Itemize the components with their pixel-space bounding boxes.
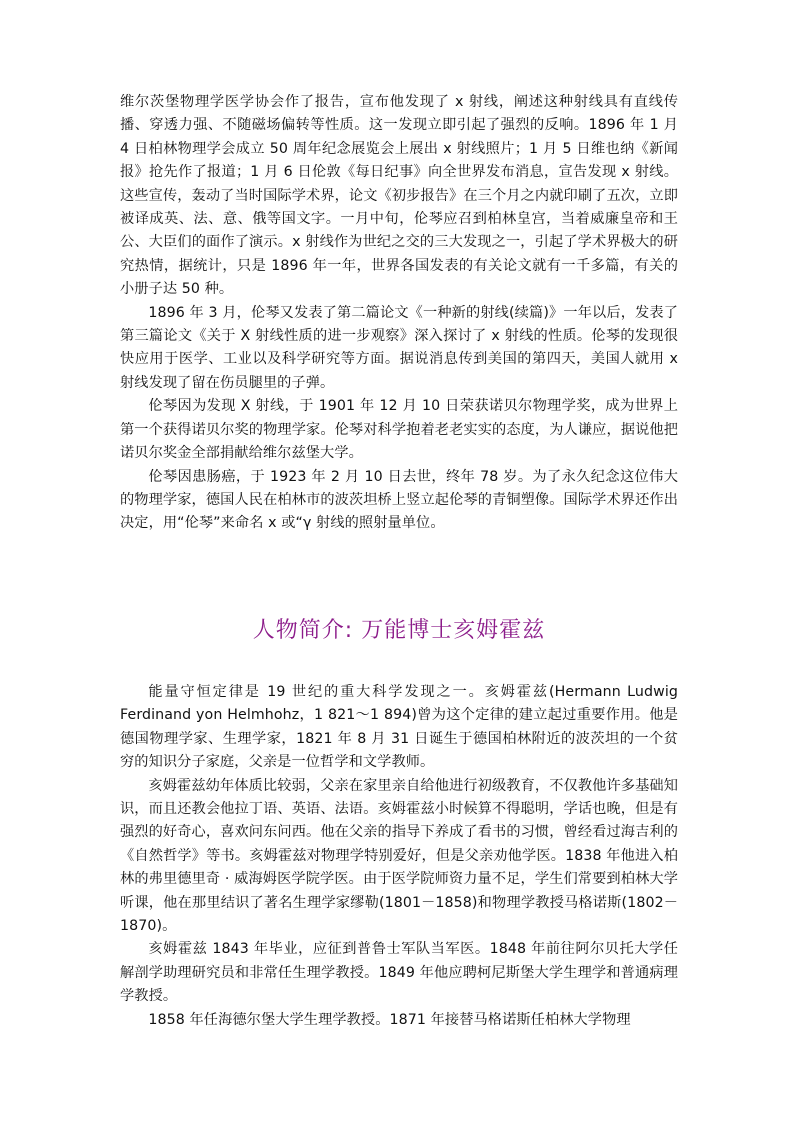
- section-heading-helmholtz: 人物简介: 万能博士亥姆霍兹: [252, 618, 546, 643]
- paragraph-death-and-legacy: 伦琴因患肠癌，于 1923 年 2 月 10 日去世，终年 78 岁。为了永久纪念这位伟大的物理学家，德国人民在柏林市的波茨坦桥上竖立起伦琴的青铜塑像。国际学术界还作出决定，用“伦琴”来命名 x 或“γ 射线的照射量单位。: [120, 468, 678, 532]
- paragraph-energy-conservation-intro: 能量守恒定律是 19 世纪的重大科学发现之一。亥姆霍兹(Hermann Ludwig Ferdinand yon Helmhohz，1 821～1 894)曾为这个定律的建立起过重要作用。他是德国物理学家、生理学家，1821 年 8 月 31 日诞生于德国柏林附近的波茨坦的一个贫穷的知识分子家庭，父亲是一位哲学和文学教师。: [120, 684, 678, 771]
- paragraph-childhood-education: 亥姆霍兹幼年体质比较弱，父亲在家里亲自给他进行初级教育，不仅教他许多基础知识，而且还教会他拉丁语、英语、法语。亥姆霍兹小时候算不得聪明，学话也晚，但是有强烈的好奇心，喜欢问东问西。他在父亲的指导下养成了看书的习惯，曾经看过海吉利的《自然哲学》等书。亥姆霍兹对物理学特别爱好，但是父亲劝他学医。1838 年他进入柏林的弗里德里奇 · 威海姆医学院学医。由于医学院师资力量不足，学生们常要到柏林大学听课，他在那里结识了著名生理学家缪勒(1801－1858)和物理学教授马格诺斯(1802－1870)。: [120, 777, 678, 935]
- paragraph-heidelberg-berlin: 1858 年任海德尔堡大学生理学教授。1871 年接替马格诺斯任柏林大学物理: [148, 1011, 631, 1028]
- paragraph-second-third-papers: 1896 年 3 月，伦琴又发表了第二篇论文《一种新的射线(续篇)》一年以后，发表了第三篇论文《关于 X 射线性质的进一步观察》深入探讨了 x 射线的性质。伦琴的发现很快应用于医学、工业以及科学研究等方面。据说消息传到美国的第四天，美国人就用 x 射线发现了留在伤员腿里的子弹。: [120, 304, 678, 391]
- paragraph-xray-discovery-reaction: 维尔茨堡物理学医学协会作了报告，宣布他发现了 x 射线，阐述这种射线具有直线传播、穿透力强、不随磁场偏转等性质。这一发现立即引起了强烈的反响。1896 年 1 月 4 日柏林物理学会成立 50 周年纪念展览会上展出 x 射线照片；1 月 5 日维也纳《新闻报》抢先作了报道；1 月 6 日伦敦《每日纪事》向全世界发布消息，宣告发现 x 射线。这些宣传，轰动了当时国际学术界，论文《初步报告》在三个月之内就印刷了五次，立即被译成英、法、意、俄等国文字。一月中旬，伦琴应召到柏林皇宫，当着威廉皇帝和王公、大臣们的面作了演示。x 射线作为世纪之交的三大发现之一，引起了学术界极大的研究热情，据统计，只是 1896 年一年，世界各国发表的有关论文就有一千多篇，有关的小册子达 50 种。: [120, 94, 678, 298]
- paragraph-early-career: 亥姆霍兹 1843 年毕业，应征到普鲁士军队当军医。1848 年前往阿尔贝托大学任解剖学助理研究员和非常任生理学教授。1849 年他应聘柯尼斯堡大学生理学和普通病理学教授。: [120, 941, 678, 1005]
- helmholtz-section: [120, 681, 678, 1032]
- roentgen-section: [120, 91, 678, 536]
- paragraph-nobel-prize: 伦琴因为发现 X 射线，于 1901 年 12 月 10 日荣获诺贝尔物理学奖，成为世界上第一个获得诺贝尔奖的物理学家。伦琴对科学抱着老老实实的态度，为人谦应，据说他把诺贝尔奖金全部捐献给维尔兹堡大学。: [120, 398, 678, 462]
